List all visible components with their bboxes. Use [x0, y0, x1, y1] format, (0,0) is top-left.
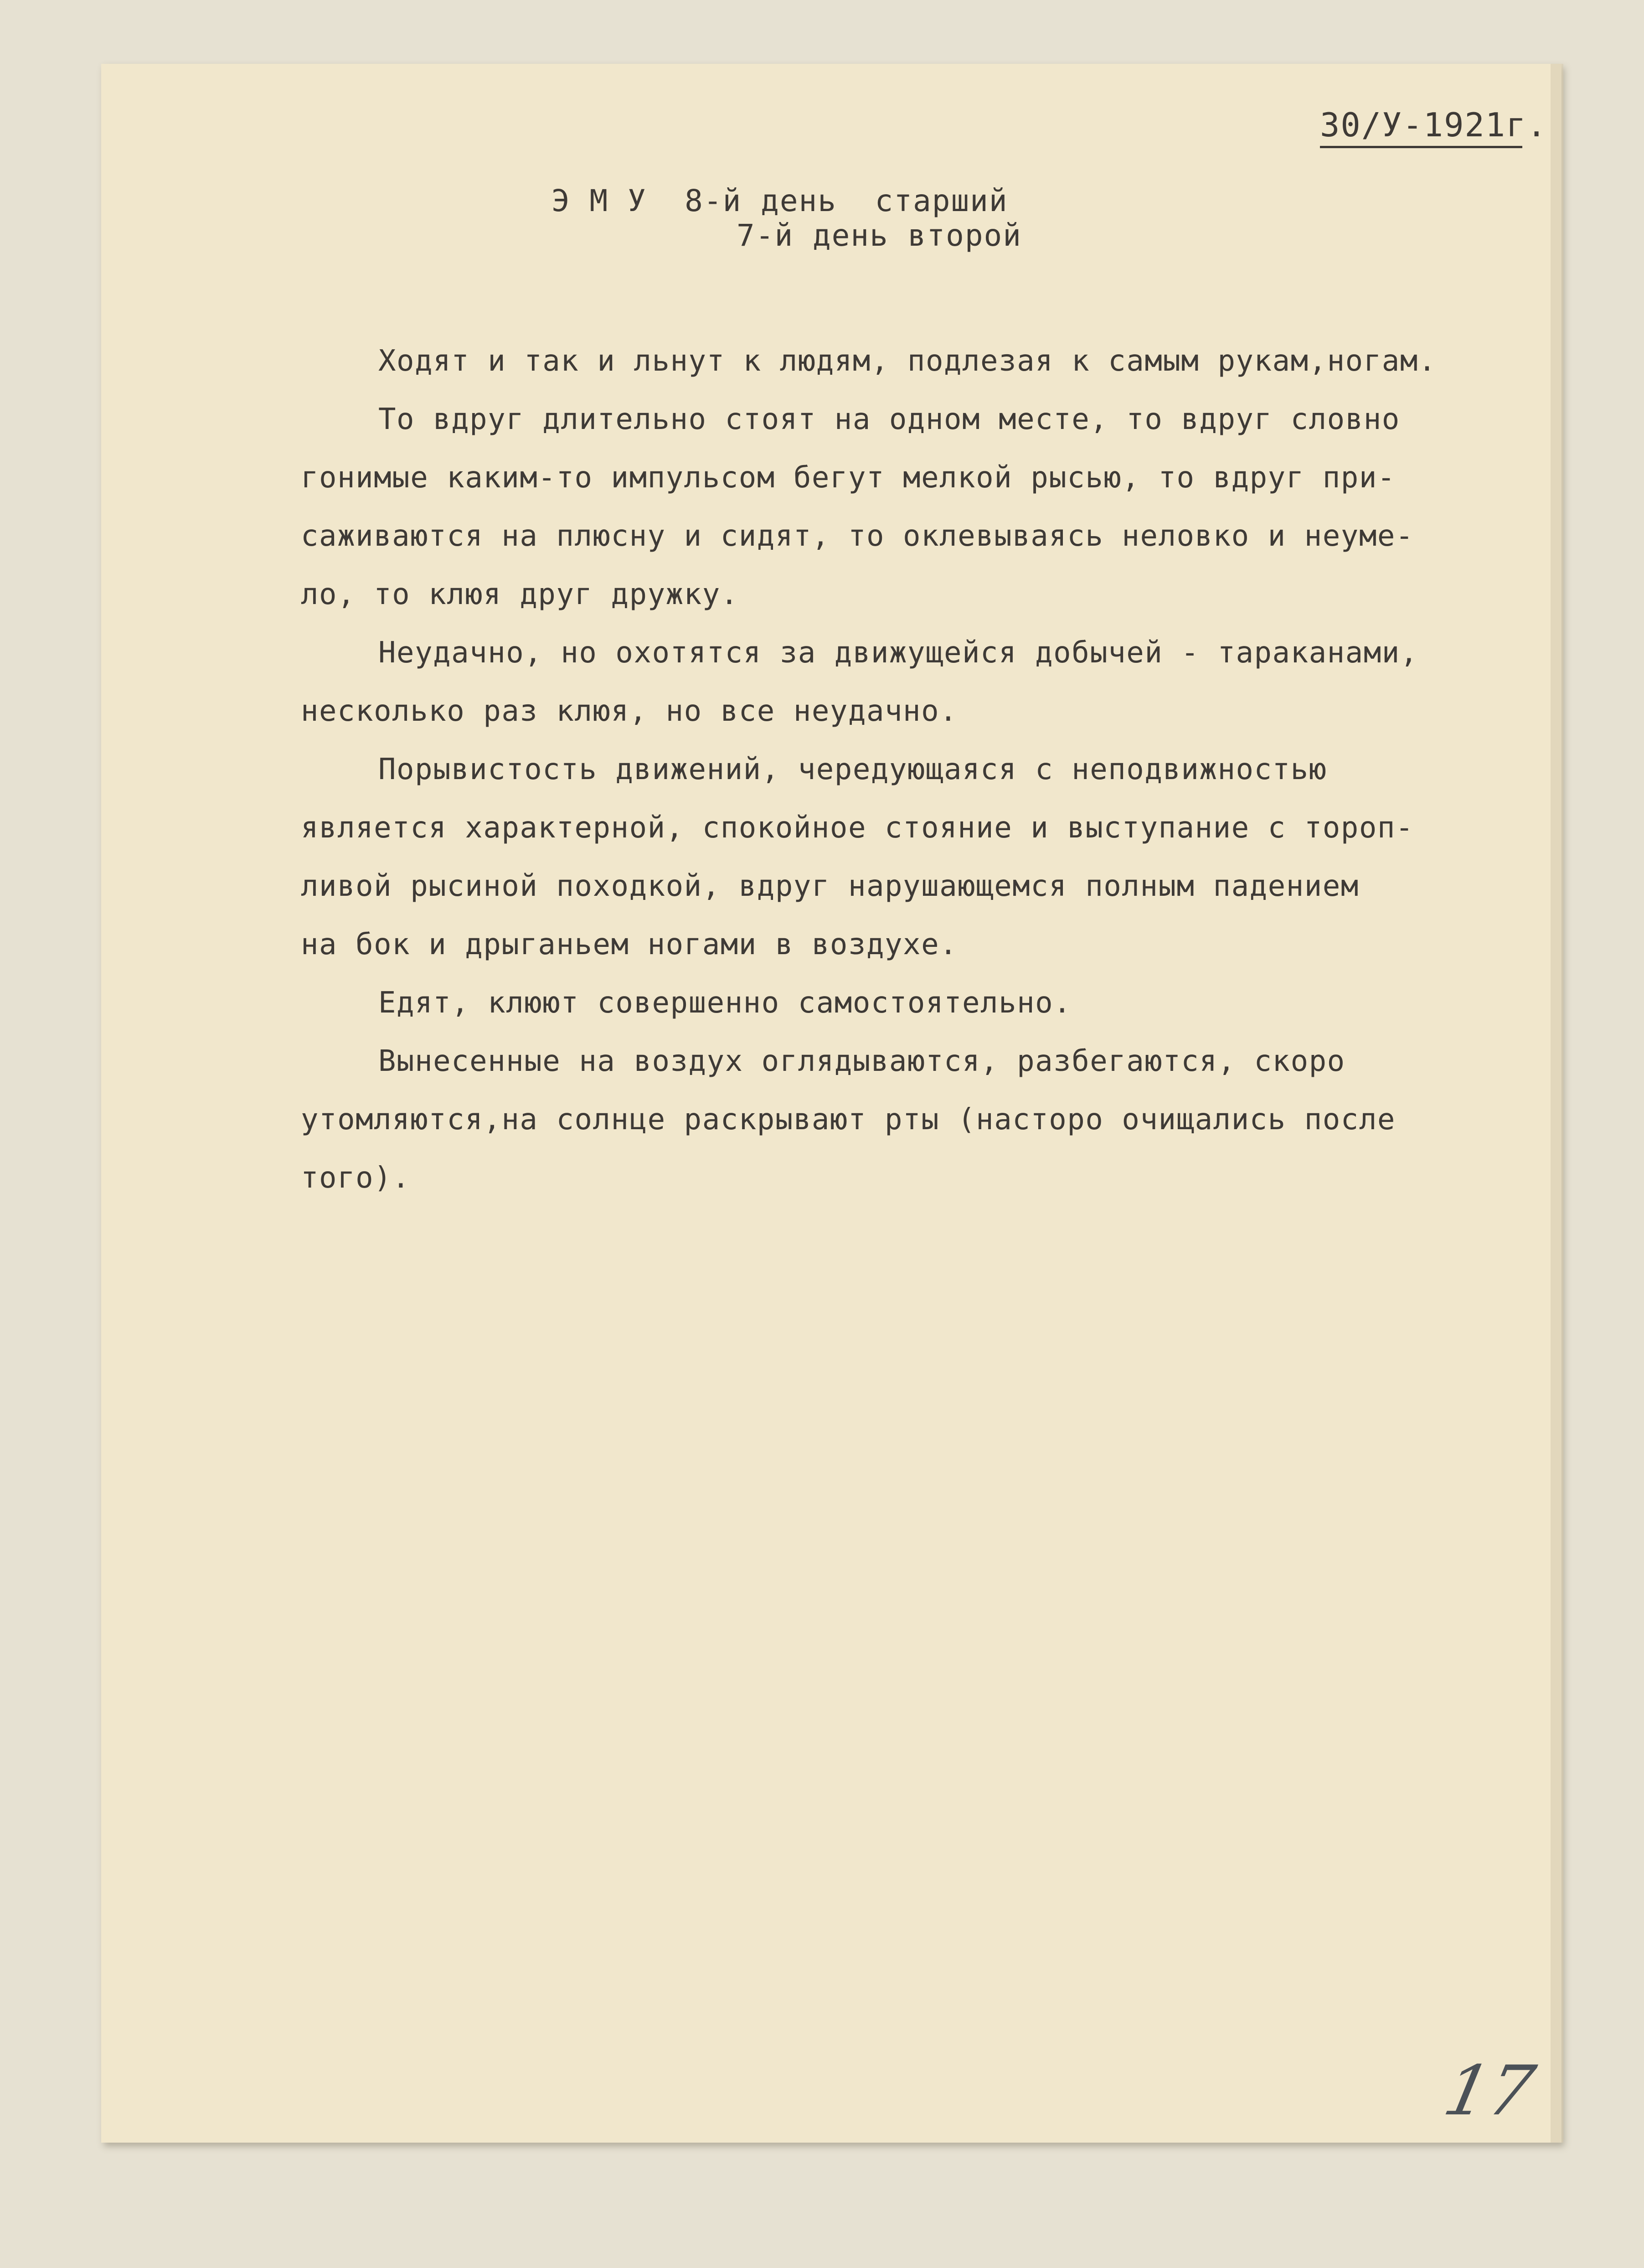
text-line: на бок и дрыганьем ногами в воздухе. [301, 928, 958, 961]
text-line: является характерной, спокойное стояние и выступание с тороп- [301, 811, 1414, 845]
text-line: То вдруг длительно стоят на одном месте, то вдруг словно [378, 403, 1400, 436]
text-line: Порывистость движений, чередующаяся с неподвижностью [378, 753, 1327, 786]
text-line: Вынесенные на воздух оглядываются, разбегаются, скоро [378, 1044, 1345, 1078]
text-line: Ходят и так и льнут к людям, подлезая к самым рукам,ногам. [378, 344, 1437, 378]
text-line: ливой рысиной походкой, вдруг нарушающемся полным падением [301, 869, 1359, 903]
body-text [301, 332, 1559, 1207]
text-line: гонимые каким-то импульсом бегут мелкой рысью, то вдруг при- [301, 461, 1396, 495]
document-date: 30/У-1921г. [1320, 106, 1547, 144]
title-line-1: Э М У 8-й день старший [551, 183, 1008, 218]
text-line: саживаются на плюсну и сидят, то оклевываясь неловко и неуме- [301, 519, 1414, 553]
date-underline [1320, 146, 1522, 148]
text-line: ло, то клюя друг дружку. [301, 578, 739, 611]
text-line: того). [301, 1161, 411, 1195]
text-line: Неудачно, но охотятся за движущейся добычей - тараканами, [378, 636, 1418, 670]
title-line-2: 7-й день второй [737, 218, 1022, 253]
text-line: несколько раз клюя, но все неудачно. [301, 694, 958, 728]
text-line: Едят, клюют совершенно самостоятельно. [378, 986, 1072, 1020]
text-line: утомляются,на солнце раскрывают рты (насторо очищались после [301, 1103, 1396, 1137]
handwritten-page-number: 17 [1437, 2051, 1541, 2131]
